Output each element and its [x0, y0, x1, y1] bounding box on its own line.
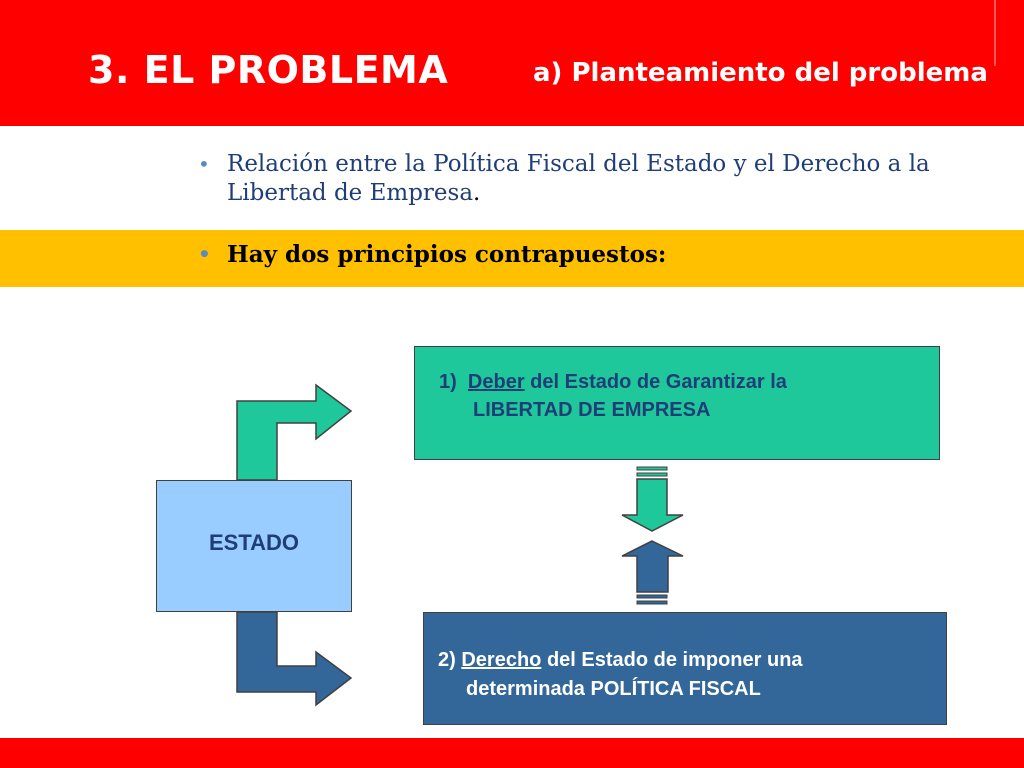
deber-number: 1) — [439, 371, 457, 393]
deber-text — [439, 368, 787, 424]
derecho-line1: del Estado de imponer una — [541, 649, 803, 671]
derecho-line2: determinada POLÍTICA FISCAL — [466, 678, 761, 700]
arrow-up-tension — [622, 541, 683, 604]
slide-footer — [0, 738, 1024, 768]
bullet-principios-text: Hay dos principios contrapuestos: — [227, 241, 667, 268]
derecho-box — [423, 612, 947, 725]
estado-label: ESTADO — [208, 530, 300, 555]
deber-keyword: Deber — [467, 371, 525, 393]
arrow-estado-to-derecho — [237, 612, 351, 705]
bullet-relacion-period: . — [473, 180, 481, 206]
derecho-text — [438, 646, 803, 704]
slide-subtitle: a) Planteamiento del problema — [533, 58, 988, 88]
deber-box — [414, 346, 940, 460]
arrow-down-tension — [622, 467, 683, 531]
derecho-keyword: Derecho — [461, 649, 542, 671]
arrow-estado-to-deber — [237, 385, 351, 480]
estado-box — [156, 480, 352, 612]
deber-line2: LIBERTAD DE EMPRESA — [473, 399, 711, 421]
bullet-dot-icon: • — [198, 152, 210, 176]
deber-line1: del Estado de Garantizar la — [524, 371, 787, 393]
bullet-relacion-text: Relación entre la Política Fiscal del Estado y el Derecho a la Libertad de Empresa — [227, 151, 930, 206]
derecho-number: 2) — [438, 649, 456, 671]
bullet-dot-icon: • — [198, 242, 211, 266]
slide-title: 3. EL PROBLEMA — [88, 48, 449, 92]
